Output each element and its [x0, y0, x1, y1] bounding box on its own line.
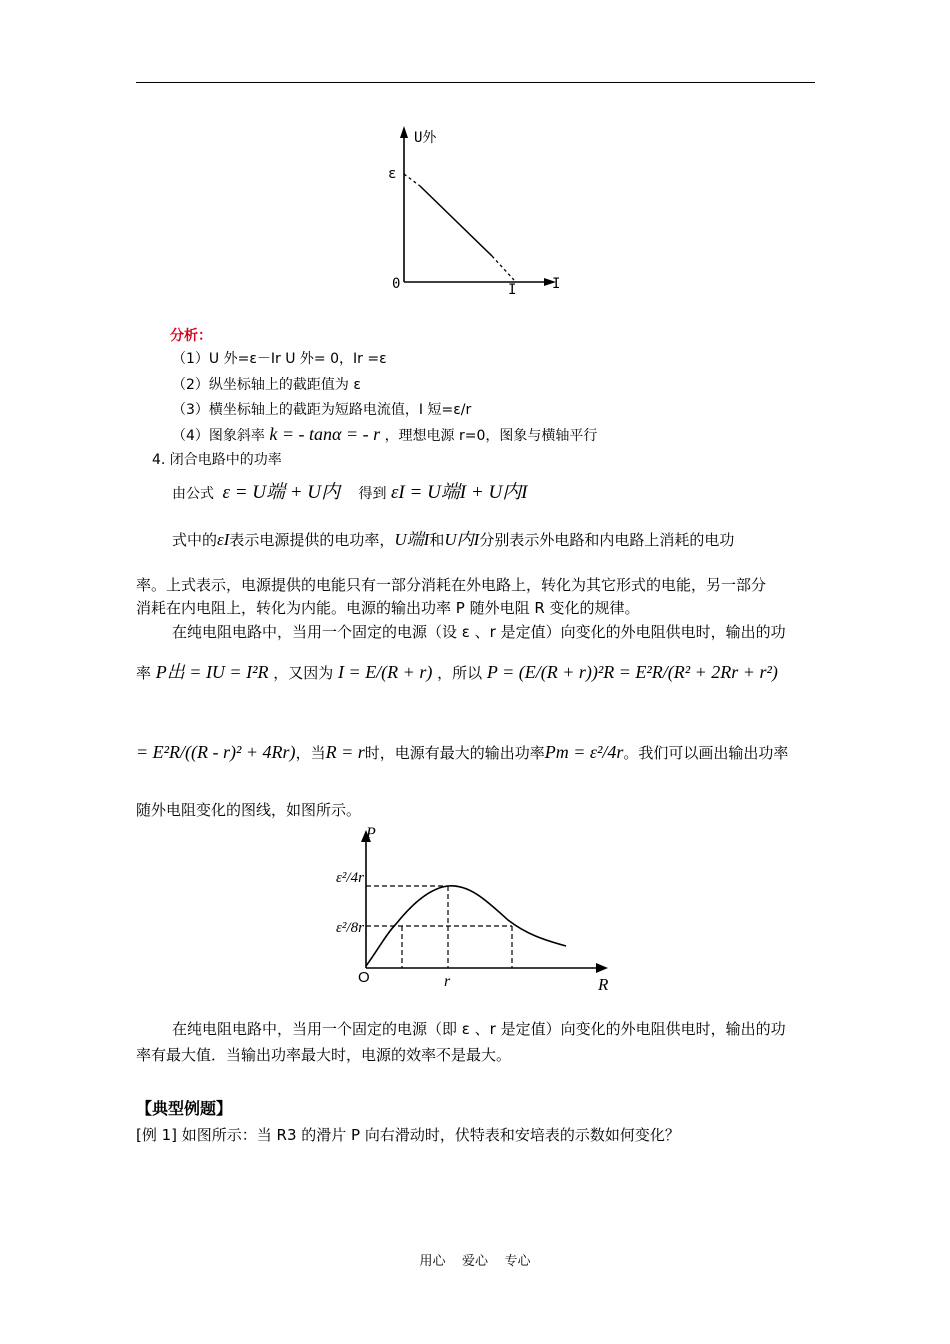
p1-c: 分别表示外电路和内电路上消耗的电功: [479, 531, 735, 549]
p6-condition: R = r: [325, 742, 365, 762]
p5-formula-2: I = E/(R + r): [338, 662, 433, 682]
analysis-item-1: （1）U 外=ε－Ir U 外= 0，Ir =ε: [172, 351, 387, 367]
dash-start: [404, 174, 420, 186]
p1-udi: U端I: [394, 530, 430, 549]
header-rule: [136, 82, 815, 83]
u-axis-arrow: [400, 126, 408, 138]
paragraph-8: 在纯电阻电路中，当用一个固定的电源（即 ε 、r 是定值）向变化的外电阻供电时，输出的功: [172, 1020, 786, 1038]
analysis-item-2: （2）纵坐标轴上的截距值为 ε: [172, 377, 361, 393]
formula-emf: ε = U端 + U内: [222, 482, 341, 503]
p1-a: 式中的: [172, 531, 218, 549]
p6-formula: = E²R/((R - r)² + 4Rr): [136, 742, 296, 762]
origin-o: O: [358, 969, 370, 986]
p1-and: 和: [429, 531, 445, 549]
analysis-item-3: （3）横坐标轴上的截距为短路电流值，I 短=ε/r: [172, 402, 472, 418]
analysis-item-4: [172, 424, 597, 446]
p5-c: ，所以: [437, 664, 483, 682]
i-intercept-label: I: [508, 282, 517, 298]
formula-get: 得到: [358, 486, 387, 502]
paragraph-4: 在纯电阻电路中，当用一个固定的电源（设 ε 、r 是定值）向变化的外电阻供电时，输出的功: [172, 623, 786, 641]
formula-power: εI = U端I + U内I: [390, 482, 528, 503]
u-label: U外: [414, 130, 437, 146]
p6-a: ，当: [295, 744, 326, 762]
analysis-item-4-suffix: ，理想电源 r=0，图象与横轴平行: [384, 428, 598, 444]
p5-b: ，又因为: [273, 664, 334, 682]
paragraph-2: 率。上式表示，电源提供的电能只有一部分消耗在外电路上，转化为其它形式的电能，另一部分: [136, 576, 767, 594]
paragraph-3: 消耗在内电阻上，转化为内能。电源的输出功率 P 随外电阻 R 变化的规律。: [136, 599, 640, 617]
p5-formula-1: P出 = IU = I²R: [155, 662, 269, 682]
p1-uni: U内I: [444, 530, 480, 549]
r-label: R: [598, 975, 609, 994]
section-4-title: 4. 闭合电路中的功率: [152, 452, 282, 468]
formula-intro: 由公式: [172, 486, 214, 502]
u-i-graph: [380, 120, 570, 300]
p5-formula-3: P = (E/(R + r))²R = E²R/(R² + 2Rr + r²): [486, 662, 778, 682]
p1-ei: εI: [217, 530, 230, 549]
r-axis-arrow: [596, 963, 608, 973]
origin-label: 0: [392, 276, 401, 292]
paragraph-1: [172, 528, 734, 552]
tick-max: ε²/4r: [336, 870, 364, 886]
p6-c: 。我们可以画出输出功率: [623, 744, 789, 762]
i-axis-label: I: [552, 276, 561, 292]
footer: 用心 爱心 专心: [419, 1254, 531, 1269]
u-i-line: [420, 186, 492, 256]
analysis-item-4-prefix: （4）图象斜率: [172, 428, 265, 444]
slope-formula: k = - tanα = - r: [269, 424, 381, 444]
epsilon-label: ε: [388, 166, 397, 182]
paragraph-9: 率有最大值．当输出功率最大时，电源的效率不是最大。: [136, 1046, 512, 1064]
r-tick: r: [444, 973, 451, 990]
dash-end: [492, 256, 514, 280]
paragraph-5: [136, 660, 778, 685]
analysis-title: 分析：: [170, 328, 212, 344]
p1-b: 表示电源提供的电功率，: [229, 531, 395, 549]
p-r-graph: [330, 822, 620, 1002]
p-label: P: [366, 825, 376, 842]
examples-heading: 【典型例题】: [136, 1099, 233, 1118]
paragraph-7: 随外电阻变化的图线，如图所示。: [136, 801, 362, 819]
formula-line: [172, 478, 528, 509]
paragraph-6: [136, 740, 788, 765]
p6-pmax: Pm = ε²/4r: [544, 742, 624, 762]
p5-a: 率: [136, 664, 152, 682]
example-1: [例 1] 如图所示：当 R3 的滑片 P 向右滑动时，伏特表和安培表的示数如何变化？: [136, 1126, 680, 1144]
p6-b: 时，电源有最大的输出功率: [364, 744, 545, 762]
tick-half: ε²/8r: [336, 920, 364, 936]
